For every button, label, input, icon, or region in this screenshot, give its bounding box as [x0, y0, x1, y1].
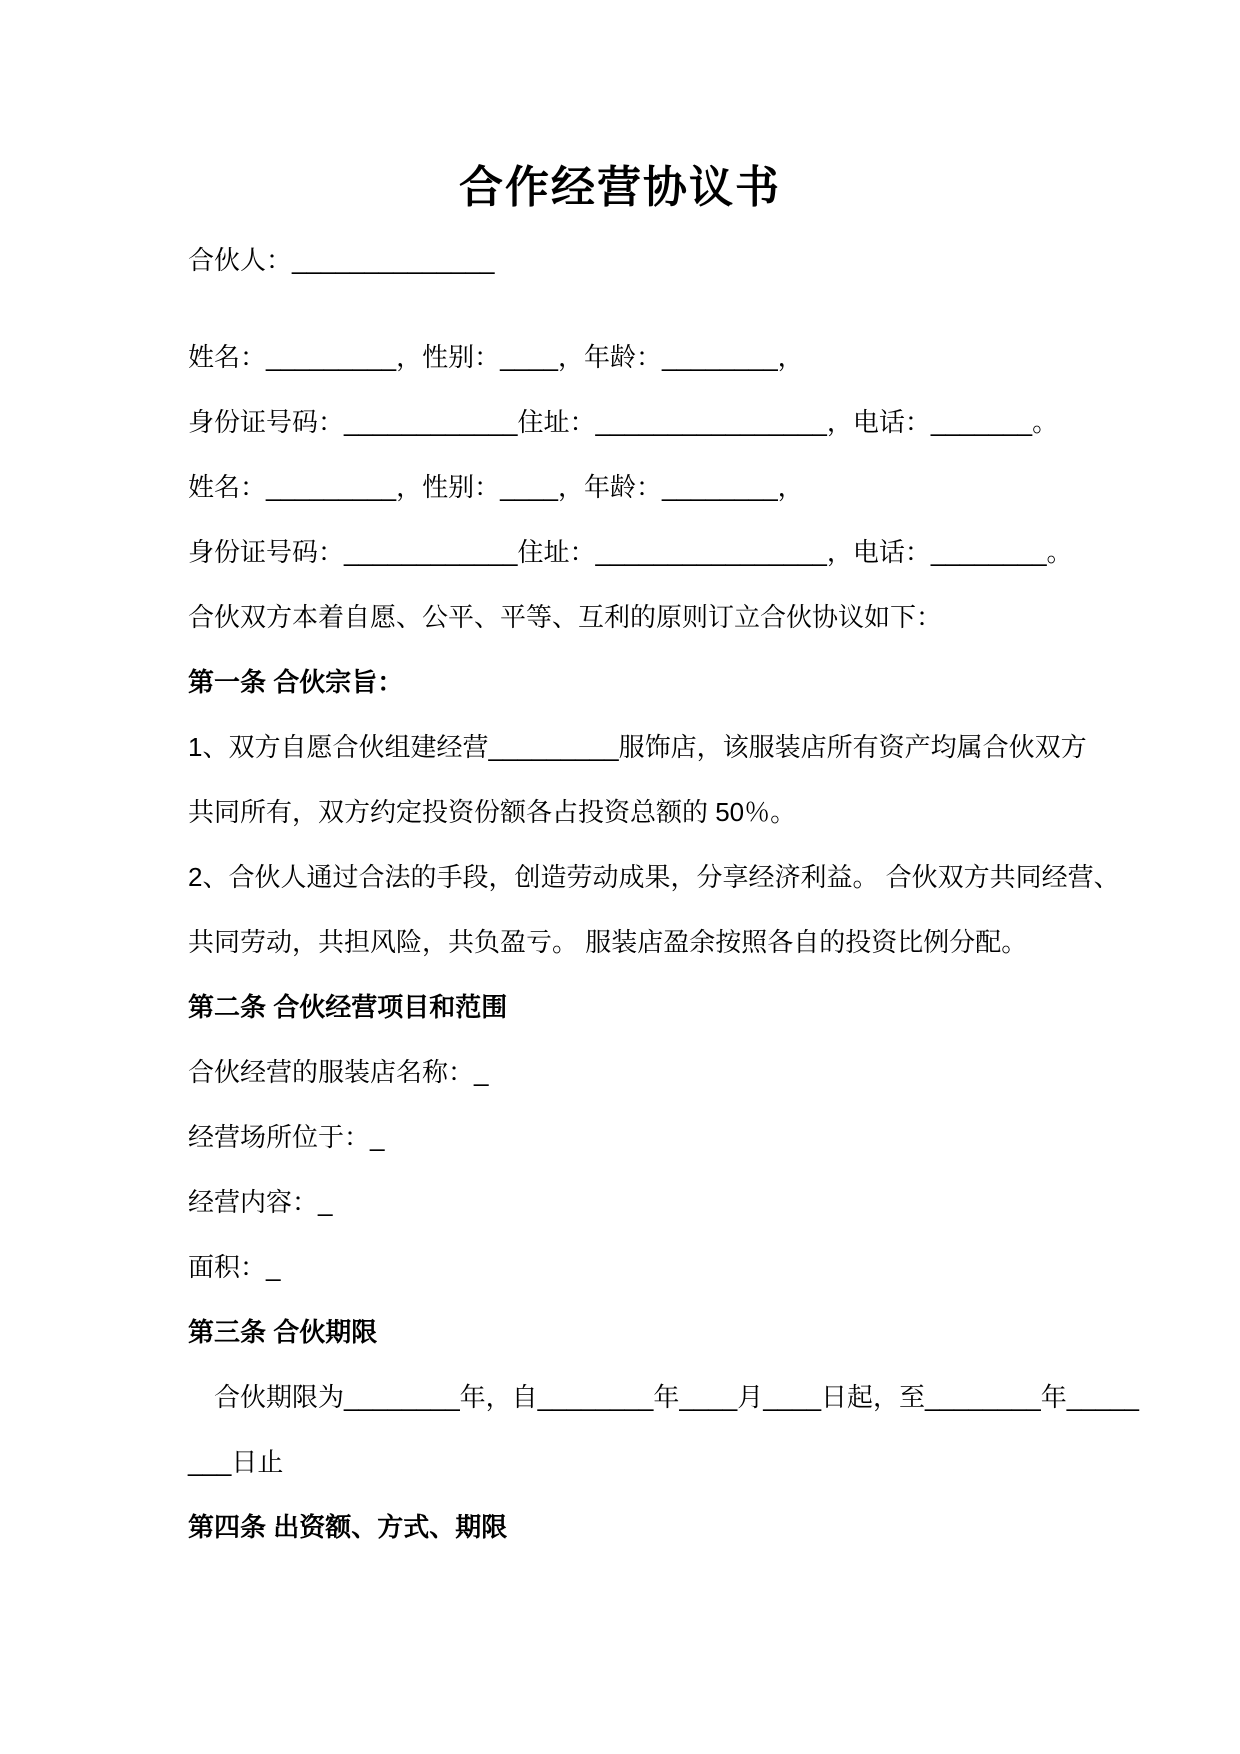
business-location-line: 经营场所位于：_ [188, 1122, 385, 1152]
article-1-heading: 第一条 合伙宗旨： [188, 667, 404, 697]
id-card-line-2: 身份证号码：____________住址：________________，电话：________。 [188, 537, 1073, 567]
preamble-line: 合伙双方本着自愿、公平、平等、互利的原则订立合伙协议如下： [188, 602, 943, 632]
article-1-item-1-line-2: 共同所有，双方约定投资份额各占投资总额的 50％。 [188, 797, 797, 827]
article-1-item-2-line-2: 共同劳动，共担风险，共负盈亏。 服装店盈余按照各自的投资比例分配。 [188, 927, 1028, 957]
partner-line: 合伙人：______________ [188, 245, 495, 275]
article-2-heading: 第二条 合伙经营项目和范围 [188, 992, 508, 1022]
store-name-line: 合伙经营的服装店名称：_ [188, 1057, 489, 1087]
article-1-item-1-line-1: 1、双方自愿合伙组建经营_________服饰店，该服装店所有资产均属合伙双方 [188, 732, 1087, 762]
id-card-line-1: 身份证号码：____________住址：________________，电话：_______。 [188, 407, 1059, 437]
article-4-heading: 第四条 出资额、方式、期限 [188, 1512, 508, 1542]
partnership-term-line-1: 合伙期限为________年，自________年____月____日起，至________年_____ [214, 1382, 1140, 1412]
name-line-1: 姓名：_________，性别：____，年龄：________， [188, 342, 804, 372]
article-1-item-2-line-1: 2、合伙人通过合法的手段，创造劳动成果，分享经济利益。 合伙双方共同经营、 [188, 862, 1120, 892]
name-line-2: 姓名：_________，性别：____，年龄：________， [188, 472, 804, 502]
document-title: 合作经营协议书 [459, 163, 781, 212]
business-scope-line: 经营内容：_ [188, 1187, 333, 1217]
partnership-term-line-2: ___日止 [188, 1447, 284, 1477]
article-3-heading: 第三条 合伙期限 [188, 1317, 378, 1347]
area-line: 面积：_ [188, 1252, 281, 1282]
